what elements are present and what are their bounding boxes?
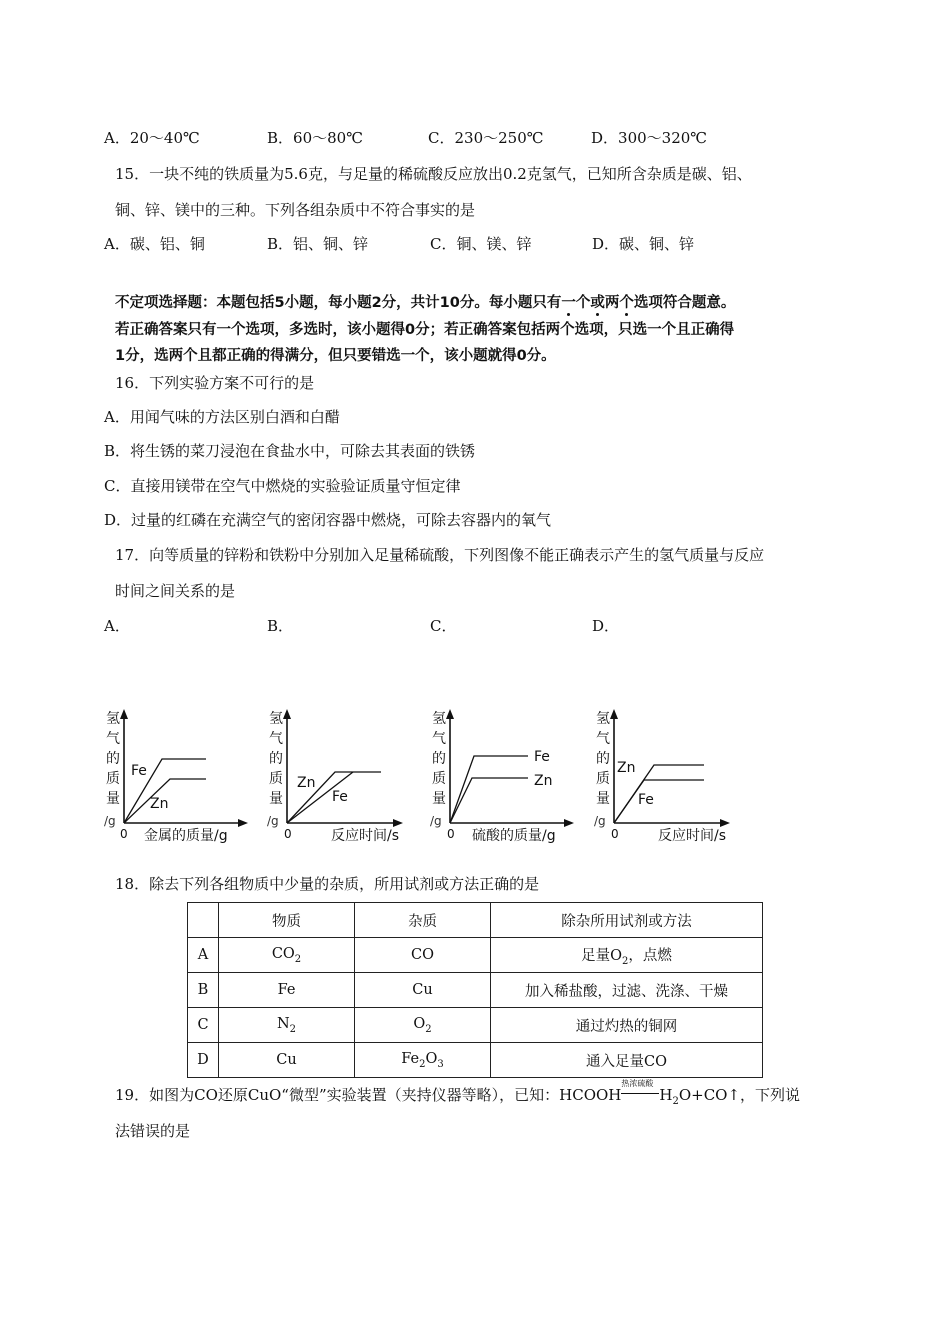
q15-stem-line1: 15．一块不纯的铁质量为5.6克，与足量的稀硫酸反应放出0.2克氢气，已知所含杂质是碳、铝、 [115,165,752,183]
origin-label: 0 [611,827,619,841]
q17-option-b: B． [267,617,294,635]
ylabel-char: 气 [432,731,446,747]
graph-a [100,705,265,850]
q19-stem-line2: 法错误的是 [115,1122,191,1140]
y-axis-arrow [446,709,454,719]
reaction-condition: 热浓硫酸 [621,1079,654,1088]
series-label-lower: Zn [534,773,553,789]
ylabel-unit: /g [430,814,442,828]
y-axis-arrow [610,709,618,719]
table-header-row [188,903,763,938]
q16-option-b: B．将生锈的菜刀浸泡在食盐水中，可除去其表面的铁锈 [104,442,476,460]
q15-option-d: D．碳、铜、锌 [592,235,695,253]
series-label-lower: Zn [150,796,169,812]
ylabel-unit: /g [594,814,606,828]
q19-stem-line1: 19．如图为CO还原CuO“微型”实验装置（夹持仪器等略），已知：HCOOH 热浓硫酸 $H_2O+CO↑$，下列说 [115,1079,801,1107]
series-label-upper: Fe [131,763,147,779]
series-label-upper: Zn [617,760,636,776]
q16-stem: 16．下列实验方案不可行的是 [115,374,315,392]
x-axis-arrow [720,819,730,827]
ylabel-char: 氢 [106,711,120,727]
impurity-cell: Cu [355,973,491,1008]
substance-cell: $CO_2$ [219,938,355,973]
ylabel-char: 气 [596,731,610,747]
y-axis-arrow [120,709,128,719]
table-row [188,973,763,1008]
series-label-lower: Fe [332,789,348,805]
graph-c [428,705,593,850]
ylabel-char: 量 [596,791,610,807]
series-label-upper: Fe [534,749,550,765]
xlabel: 反应时间/s [331,828,400,844]
row-label: A [188,938,219,973]
q16-option-d: D．过量的红磷在充满空气的密闭容器中燃烧，可除去容器内的氧气 [104,511,552,529]
q16-option-a: A．用闻气味的方法区别白酒和白醋 [104,408,340,426]
ylabel-char: 质 [432,771,446,787]
ylabel-char: 氢 [269,711,283,727]
reaction-arrow-line [621,1093,659,1094]
q14-option-a: A．20～40℃ [104,129,200,147]
table-row [188,1043,763,1078]
table-row [188,1008,763,1043]
substance-cell: Fe [219,973,355,1008]
origin-label: 0 [447,827,455,841]
reaction-arrow [621,1079,659,1100]
line-upper [614,780,704,823]
ylabel-char: 氢 [432,711,446,727]
q17-option-c: C． [430,617,457,635]
impurity-table [187,902,763,1078]
q15-stem-line2: 铜、锌、镁中的三种。下列各组杂质中不符合事实的是 [115,201,476,219]
ylabel-char: 量 [269,791,283,807]
ylabel-char: 质 [596,771,610,787]
section-instructions-line2: 若正确答案只有一个选项，多选时，该小题得0分；若正确答案包括两个选项，只选一个且正确得 [115,322,735,338]
q17-option-a: A． [104,617,130,635]
y-axis-arrow [283,709,291,719]
xlabel: 反应时间/s [658,828,727,844]
series-label-upper: Zn [297,775,316,791]
origin-label: 0 [284,827,292,841]
table-header-cell: 物质 [219,903,355,938]
ylabel-char: 量 [106,791,120,807]
q15-option-a: A．碳、铝、铜 [104,235,205,253]
impurity-cell: CO [355,938,491,973]
x-axis-arrow [564,819,574,827]
section-instructions-line1: 不定项选择题：本题包括5小题，每小题2分，共计10分。每小题只有一个或两个选项符合题意。 [115,295,736,311]
table-header-cell [188,903,219,938]
impurity-cell: $O_2$ [355,1008,491,1043]
impurity-cell: $Fe_2O_3$ [355,1043,491,1078]
ylabel-char: 的 [596,751,610,767]
q14-option-d: D．300～320℃ [591,129,708,147]
table-row [188,938,763,973]
ylabel-char: 质 [269,771,283,787]
q14-option-c: C．230～250℃ [428,129,544,147]
ylabel-char: 的 [432,751,446,767]
ylabel-char: 的 [269,751,283,767]
method-cell: 足量$O_2$，点燃 [491,938,763,973]
ylabel-char: 气 [269,731,283,747]
ylabel-unit: /g [104,814,116,828]
q17-stem-line1: 17．向等质量的锌粉和铁粉中分别加入足量稀硫酸，下列图像不能正确表示产生的氢气质量与反应 [115,546,765,564]
ylabel-char: 质 [106,771,120,787]
origin-label: 0 [120,827,128,841]
substance-cell: Cu [219,1043,355,1078]
q18-stem: 18．除去下列各组物质中少量的杂质，所用试剂或方法正确的是 [115,875,540,893]
q16-option-c: C．直接用镁带在空气中燃烧的实验验证质量守恒定律 [104,477,461,495]
ylabel-char: 气 [106,731,120,747]
row-label: C [188,1008,219,1043]
line-lower [450,778,528,823]
x-axis-arrow [238,819,248,827]
row-label: D [188,1043,219,1078]
substance-cell: $N_2$ [219,1008,355,1043]
xlabel: 金属的质量/g [144,828,228,844]
table-header-cell: 杂质 [355,903,491,938]
q17-stem-line2: 时间之间关系的是 [115,582,236,600]
method-cell: 通入足量CO [491,1043,763,1078]
q17-option-d: D． [592,617,620,635]
x-axis-arrow [393,819,403,827]
ylabel-char: 的 [106,751,120,767]
method-cell: 加入稀盐酸，过滤、洗涤、干燥 [491,973,763,1008]
method-cell: 通过灼热的铜网 [491,1008,763,1043]
table-header-cell: 除杂所用试剂或方法 [491,903,763,938]
line-upper [450,756,528,823]
ylabel-unit: /g [267,814,279,828]
q15-option-b: B．铝、铜、锌 [267,235,369,253]
xlabel: 硫酸的质量/g [472,828,556,844]
q14-option-b: B．60～80℃ [267,129,363,147]
q15-option-c: C．铜、镁、锌 [430,235,532,253]
ylabel-char: 量 [432,791,446,807]
section-instructions-line3: 1分，选两个且都正确的得满分，但只要错选一个，该小题就得0分。 [115,348,556,364]
ylabel-char: 氢 [596,711,610,727]
graph-d [592,705,757,850]
row-label: B [188,973,219,1008]
series-label-lower: Fe [638,792,654,808]
graph-b [265,705,430,850]
